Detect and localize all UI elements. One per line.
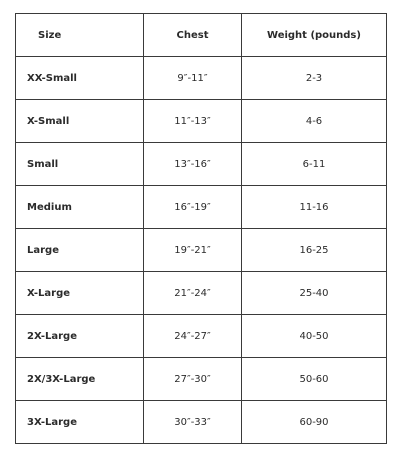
chest-cell: 24″-27″ — [144, 315, 242, 358]
chest-cell: 9″-11″ — [144, 57, 242, 100]
table-row — [16, 315, 387, 358]
weight-cell: 16-25 — [242, 229, 387, 272]
weight-cell: 50-60 — [242, 358, 387, 401]
size-cell: XX-Small — [16, 57, 144, 100]
size-cell: Large — [16, 229, 144, 272]
table-header — [16, 14, 387, 57]
header-row — [16, 14, 387, 57]
table-row — [16, 401, 387, 444]
size-cell: 2X/3X-Large — [16, 358, 144, 401]
table-row — [16, 229, 387, 272]
chest-cell: 13″-16″ — [144, 143, 242, 186]
size-cell: X-Large — [16, 272, 144, 315]
weight-cell: 6-11 — [242, 143, 387, 186]
size-cell: Small — [16, 143, 144, 186]
weight-cell: 25-40 — [242, 272, 387, 315]
chest-cell: 16″-19″ — [144, 186, 242, 229]
weight-cell: 4-6 — [242, 100, 387, 143]
weight-cell: 40-50 — [242, 315, 387, 358]
header-weight: Weight (pounds) — [242, 14, 387, 57]
size-cell: X-Small — [16, 100, 144, 143]
chest-cell: 19″-21″ — [144, 229, 242, 272]
chest-cell: 11″-13″ — [144, 100, 242, 143]
size-cell: 3X-Large — [16, 401, 144, 444]
chest-cell: 21″-24″ — [144, 272, 242, 315]
size-cell: Medium — [16, 186, 144, 229]
weight-cell: 2-3 — [242, 57, 387, 100]
table-row — [16, 57, 387, 100]
table-row — [16, 143, 387, 186]
header-chest: Chest — [144, 14, 242, 57]
size-cell: 2X-Large — [16, 315, 144, 358]
size-chart-table — [15, 13, 387, 444]
header-size: Size — [16, 14, 144, 57]
table-row — [16, 272, 387, 315]
chest-cell: 27″-30″ — [144, 358, 242, 401]
weight-cell: 60-90 — [242, 401, 387, 444]
table-row — [16, 358, 387, 401]
table-body — [16, 57, 387, 444]
table-row — [16, 100, 387, 143]
chest-cell: 30″-33″ — [144, 401, 242, 444]
weight-cell: 11-16 — [242, 186, 387, 229]
table-row — [16, 186, 387, 229]
